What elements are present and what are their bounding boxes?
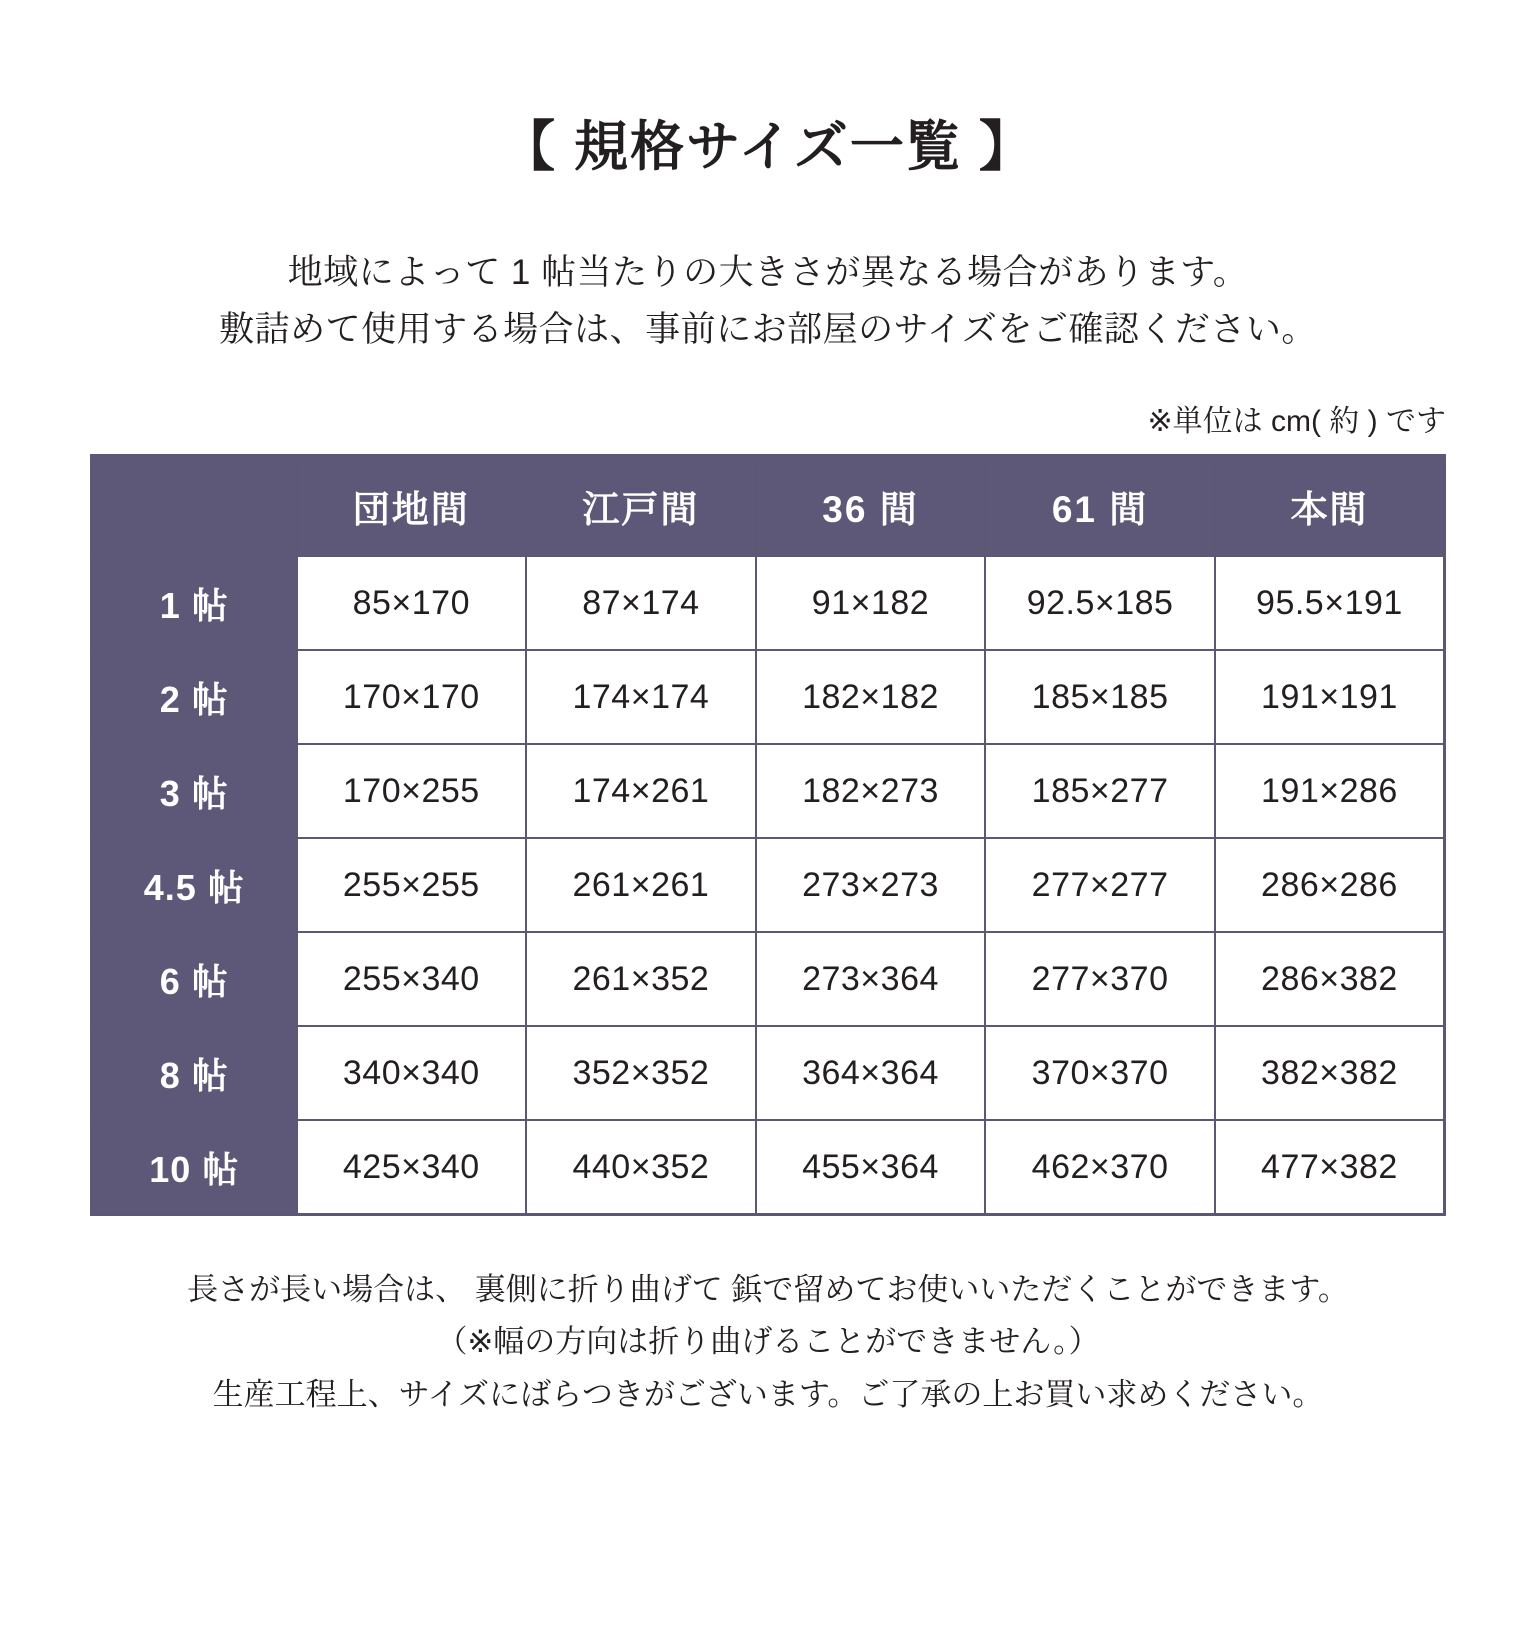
column-header-danchima: 団地間: [297, 456, 527, 557]
footnotes: [0, 1264, 1536, 1420]
table-corner-cell: [92, 456, 297, 557]
table-row: [92, 650, 1445, 744]
cell-3jo-honma: 191×286: [1215, 744, 1445, 838]
cell-6jo-honma: 286×382: [1215, 932, 1445, 1026]
cell-1jo-61ma: 92.5×185: [985, 556, 1215, 650]
cell-8jo-danchima: 340×340: [297, 1026, 527, 1120]
cell-2jo-61ma: 185×185: [985, 650, 1215, 744]
cell-8jo-honma: 382×382: [1215, 1026, 1445, 1120]
cell-6jo-36ma: 273×364: [756, 932, 986, 1026]
cell-1jo-36ma: 91×182: [756, 556, 986, 650]
footnote-line-1: 長さが長い場合は、 裏側に折り曲げて 鋲で留めてお使いいただくことができます。: [187, 1272, 1349, 1308]
page-title: 【 規格サイズ一覧 】: [501, 117, 1035, 177]
table-row: [92, 932, 1445, 1026]
row-header-2jo: 2 帖: [92, 650, 297, 744]
cell-2jo-danchima: 170×170: [297, 650, 527, 744]
cell-3jo-61ma: 185×277: [985, 744, 1215, 838]
cell-2jo-edoma: 174×174: [526, 650, 756, 744]
cell-2jo-honma: 191×191: [1215, 650, 1445, 744]
cell-10jo-danchima: 425×340: [297, 1120, 527, 1215]
cell-3jo-36ma: 182×273: [756, 744, 986, 838]
cell-10jo-honma: 477×382: [1215, 1120, 1445, 1215]
table-header: [92, 456, 1445, 557]
row-header-1jo: 1 帖: [92, 556, 297, 650]
intro-line-2: 敷詰めて使用する場合は、事前にお部屋のサイズをご確認ください。: [219, 309, 1317, 349]
intro-line-1: 地域によって 1 帖当たりの大きさが異なる場合があります。: [287, 253, 1249, 292]
row-header-8jo: 8 帖: [92, 1026, 297, 1120]
cell-45jo-61ma: 277×277: [985, 838, 1215, 932]
row-header-3jo: 3 帖: [92, 744, 297, 838]
cell-2jo-36ma: 182×182: [756, 650, 986, 744]
cell-45jo-edoma: 261×261: [526, 838, 756, 932]
table-row: [92, 556, 1445, 650]
cell-1jo-danchima: 85×170: [297, 556, 527, 650]
table-header-row: [92, 456, 1445, 557]
cell-45jo-honma: 286×286: [1215, 838, 1445, 932]
size-table-container: [90, 454, 1446, 1216]
cell-6jo-danchima: 255×340: [297, 932, 527, 1026]
cell-8jo-36ma: 364×364: [756, 1026, 986, 1120]
cell-8jo-edoma: 352×352: [526, 1026, 756, 1120]
row-header-6jo: 6 帖: [92, 932, 297, 1026]
cell-3jo-edoma: 174×261: [526, 744, 756, 838]
column-header-61ma: 61 間: [985, 456, 1215, 557]
column-header-edoma: 江戸間: [526, 456, 756, 557]
cell-45jo-danchima: 255×255: [297, 838, 527, 932]
cell-3jo-danchima: 170×255: [297, 744, 527, 838]
cell-6jo-edoma: 261×352: [526, 932, 756, 1026]
column-header-36ma: 36 間: [756, 456, 986, 557]
cell-10jo-36ma: 455×364: [756, 1120, 986, 1215]
table-body: [92, 556, 1445, 1215]
table-row: [92, 744, 1445, 838]
table-row: [92, 1026, 1445, 1120]
table-row: [92, 1120, 1445, 1215]
footnote-line-3: 生産工程上、サイズにばらつきがございます。ご了承の上お買い求めください。: [212, 1376, 1324, 1412]
unit-note: ※単位は cm( 約 ) です: [1147, 405, 1446, 439]
size-chart-page: [0, 104, 1536, 1640]
row-header-45jo: 4.5 帖: [92, 838, 297, 932]
cell-8jo-61ma: 370×370: [985, 1026, 1215, 1120]
cell-6jo-61ma: 277×370: [985, 932, 1215, 1026]
cell-45jo-36ma: 273×273: [756, 838, 986, 932]
cell-10jo-61ma: 462×370: [985, 1120, 1215, 1215]
cell-10jo-edoma: 440×352: [526, 1120, 756, 1215]
footnote-line-2: （※幅の方向は折り曲げることができません。）: [436, 1324, 1100, 1360]
cell-1jo-honma: 95.5×191: [1215, 556, 1445, 650]
intro-text: [0, 245, 1536, 358]
row-header-10jo: 10 帖: [92, 1120, 297, 1215]
column-header-honma: 本間: [1215, 456, 1445, 557]
cell-1jo-edoma: 87×174: [526, 556, 756, 650]
table-row: [92, 838, 1445, 932]
size-table: [90, 454, 1446, 1216]
